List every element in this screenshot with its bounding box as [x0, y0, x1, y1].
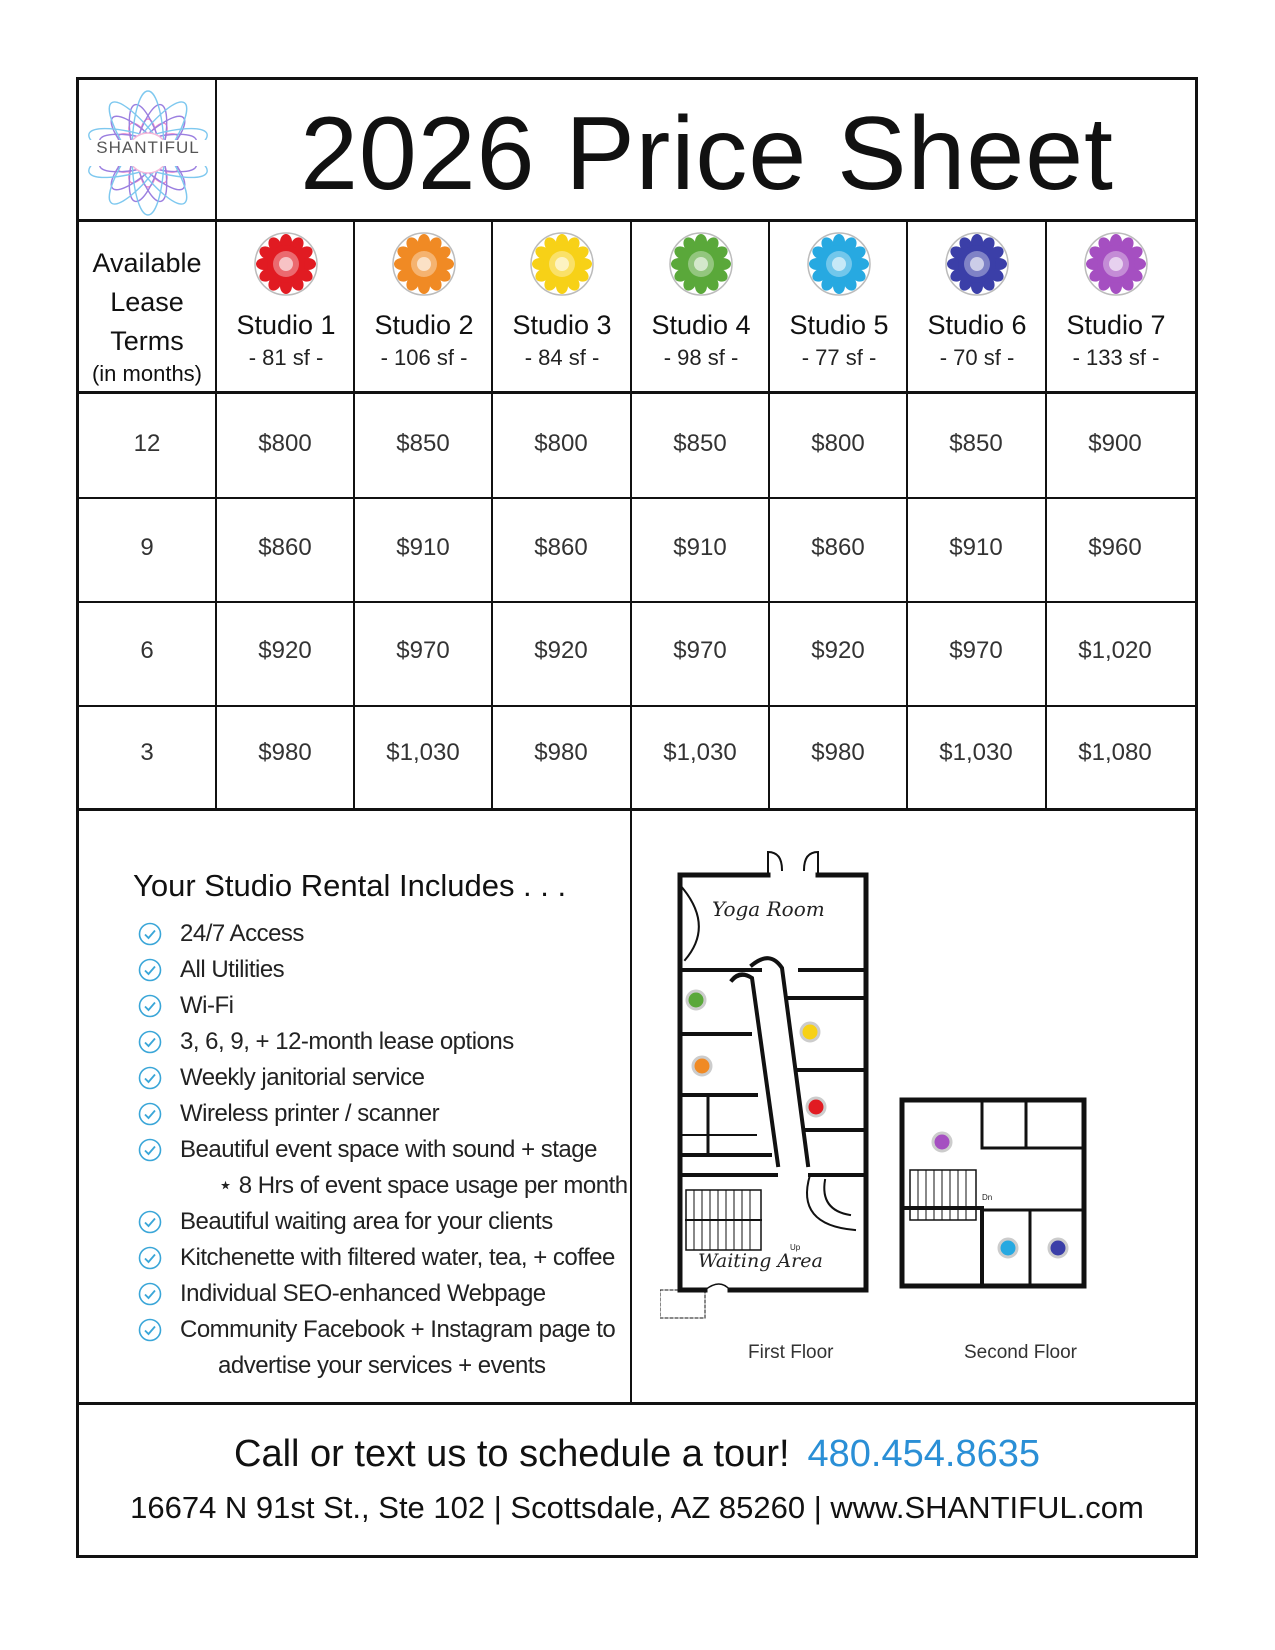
check-circle-icon — [138, 1246, 162, 1270]
divider — [76, 391, 1198, 394]
price-cell: $1,030 — [663, 739, 737, 766]
price-cell: $910 — [396, 534, 450, 561]
divider — [76, 705, 1198, 707]
event-note: ⋆ 8 Hrs of event space usage per month — [218, 1172, 628, 1199]
studio-size: - 81 sf - — [248, 345, 324, 370]
studio-size: - 106 sf - — [380, 345, 468, 370]
check-circle-icon — [138, 1030, 162, 1054]
divider — [76, 219, 1198, 222]
studio-size: - 84 sf - — [524, 345, 600, 370]
price-cell: $1,030 — [939, 739, 1013, 766]
lease-header-line: Available — [92, 248, 202, 278]
waiting-area-label: Waiting Area — [698, 1250, 823, 1272]
includes-item-continued: advertise your services + events — [218, 1352, 546, 1379]
studio-size: - 98 sf - — [663, 345, 739, 370]
third-eye-chakra-icon — [945, 232, 1009, 296]
divider — [76, 497, 1198, 499]
lease-header-unit: (in months) — [91, 361, 203, 386]
heart-chakra-icon — [669, 232, 733, 296]
page-title: 2026 Price Sheet — [300, 96, 1114, 212]
check-circle-icon — [138, 958, 162, 982]
crown-chakra-icon — [1084, 232, 1148, 296]
solar-plexus-chakra-icon — [530, 232, 594, 296]
up-label: Up — [790, 1243, 801, 1252]
price-cell: $970 — [949, 637, 1003, 664]
studio-header — [907, 232, 1047, 371]
price-cell: $800 — [258, 430, 312, 457]
studio-header — [631, 232, 771, 371]
price-cell: $980 — [811, 739, 865, 766]
brand-name: SHANTIFUL — [96, 138, 200, 157]
cta-text: Call or text us to schedule a tour! — [234, 1433, 790, 1475]
includes-item-label: Wi-Fi — [180, 992, 234, 1019]
price-cell: $920 — [258, 637, 312, 664]
price-cell: $1,030 — [386, 739, 460, 766]
includes-item — [138, 1241, 638, 1277]
studio-name: Studio 5 — [789, 310, 889, 340]
floor-plan — [660, 830, 1180, 1350]
studio-name: Studio 1 — [236, 310, 336, 340]
price-cell: $970 — [673, 637, 727, 664]
price-cell: $980 — [534, 739, 588, 766]
studio-size: - 133 sf - — [1072, 345, 1160, 370]
shantiful-logo — [80, 80, 216, 226]
studio-header — [492, 232, 632, 371]
includes-item-label: 24/7 Access — [180, 920, 304, 947]
includes-item-label: Community Facebook + Instagram page to — [180, 1316, 616, 1343]
lease-terms-header — [78, 244, 216, 387]
check-circle-icon — [138, 1102, 162, 1126]
includes-item — [138, 1061, 638, 1097]
studio-header — [354, 232, 494, 371]
studio-header — [216, 232, 356, 371]
studio-name: Studio 6 — [927, 310, 1027, 340]
lease-term-cell: 3 — [140, 739, 154, 766]
studio-size: - 70 sf - — [939, 345, 1015, 370]
price-cell: $800 — [534, 430, 588, 457]
includes-item — [138, 1205, 638, 1241]
lease-term-cell: 12 — [133, 430, 161, 457]
price-cell: $1,080 — [1078, 739, 1152, 766]
includes-item — [138, 1097, 638, 1133]
includes-item-label: Weekly janitorial service — [180, 1064, 425, 1091]
call-to-action — [80, 1433, 1194, 1476]
price-cell: $850 — [949, 430, 1003, 457]
check-circle-icon — [138, 1318, 162, 1342]
studio-markers — [687, 991, 1067, 1257]
address-line: 16674 N 91st St., Ste 102 | Scottsdale, AZ 85260 | www.SHANTIFUL.com — [130, 1490, 1144, 1525]
dn-label: Dn — [982, 1193, 993, 1202]
second-floor-label: Second Floor — [964, 1342, 1078, 1363]
studio-name: Studio 3 — [512, 310, 612, 340]
studio-size: - 77 sf - — [801, 345, 877, 370]
price-cell: $1,020 — [1078, 637, 1152, 664]
check-circle-icon — [138, 1138, 162, 1162]
includes-item — [138, 1277, 638, 1313]
check-circle-icon — [138, 994, 162, 1018]
price-cell: $920 — [534, 637, 588, 664]
studio-name: Studio 7 — [1066, 310, 1166, 340]
check-circle-icon — [138, 1210, 162, 1234]
check-circle-icon — [138, 922, 162, 946]
includes-list — [138, 917, 638, 1385]
includes-item — [138, 1133, 638, 1169]
price-cell: $910 — [673, 534, 727, 561]
includes-item — [138, 1025, 638, 1061]
divider — [76, 1402, 1198, 1405]
price-cell: $860 — [258, 534, 312, 561]
price-cell: $850 — [673, 430, 727, 457]
phone-number[interactable]: 480.454.8635 — [807, 1433, 1040, 1475]
includes-item-label: 3, 6, 9, + 12-month lease options — [180, 1028, 514, 1055]
yoga-room-label: Yoga Room — [712, 897, 825, 921]
divider — [76, 601, 1198, 603]
includes-item — [138, 1313, 638, 1349]
includes-item-label: Individual SEO-enhanced Webpage — [180, 1280, 546, 1307]
price-cell: $800 — [811, 430, 865, 457]
throat-chakra-icon — [807, 232, 871, 296]
includes-item-label: Wireless printer / scanner — [180, 1100, 440, 1127]
price-cell: $900 — [1088, 430, 1142, 457]
lease-header-line: Terms — [110, 326, 184, 356]
check-circle-icon — [138, 1282, 162, 1306]
price-cell: $980 — [258, 739, 312, 766]
price-cell: $860 — [811, 534, 865, 561]
lease-header-line: Lease — [110, 287, 184, 317]
price-cell: $910 — [949, 534, 1003, 561]
price-cell: $860 — [534, 534, 588, 561]
divider — [76, 808, 1198, 811]
price-cell: $920 — [811, 637, 865, 664]
lease-term-cell: 6 — [140, 637, 154, 664]
includes-title: Your Studio Rental Includes . . . — [133, 868, 567, 903]
includes-item-label: All Utilities — [180, 956, 285, 983]
studio-header — [769, 232, 909, 371]
lease-term-cell: 9 — [140, 534, 154, 561]
includes-item-label: Kitchenette with filtered water, tea, + coffee — [180, 1244, 615, 1271]
includes-item — [138, 917, 638, 953]
includes-item-label: Beautiful waiting area for your clients — [180, 1208, 553, 1235]
studio-name: Studio 4 — [651, 310, 751, 340]
includes-item — [138, 989, 638, 1025]
studio-name: Studio 2 — [374, 310, 474, 340]
root-chakra-icon — [254, 232, 318, 296]
includes-item-label: Beautiful event space with sound + stage — [180, 1136, 597, 1163]
check-circle-icon — [138, 1066, 162, 1090]
price-cell: $850 — [396, 430, 450, 457]
price-cell: $960 — [1088, 534, 1142, 561]
sacral-chakra-icon — [392, 232, 456, 296]
price-cell: $970 — [396, 637, 450, 664]
includes-item — [138, 953, 638, 989]
first-floor-label: First Floor — [748, 1342, 834, 1363]
studio-header — [1046, 232, 1186, 371]
